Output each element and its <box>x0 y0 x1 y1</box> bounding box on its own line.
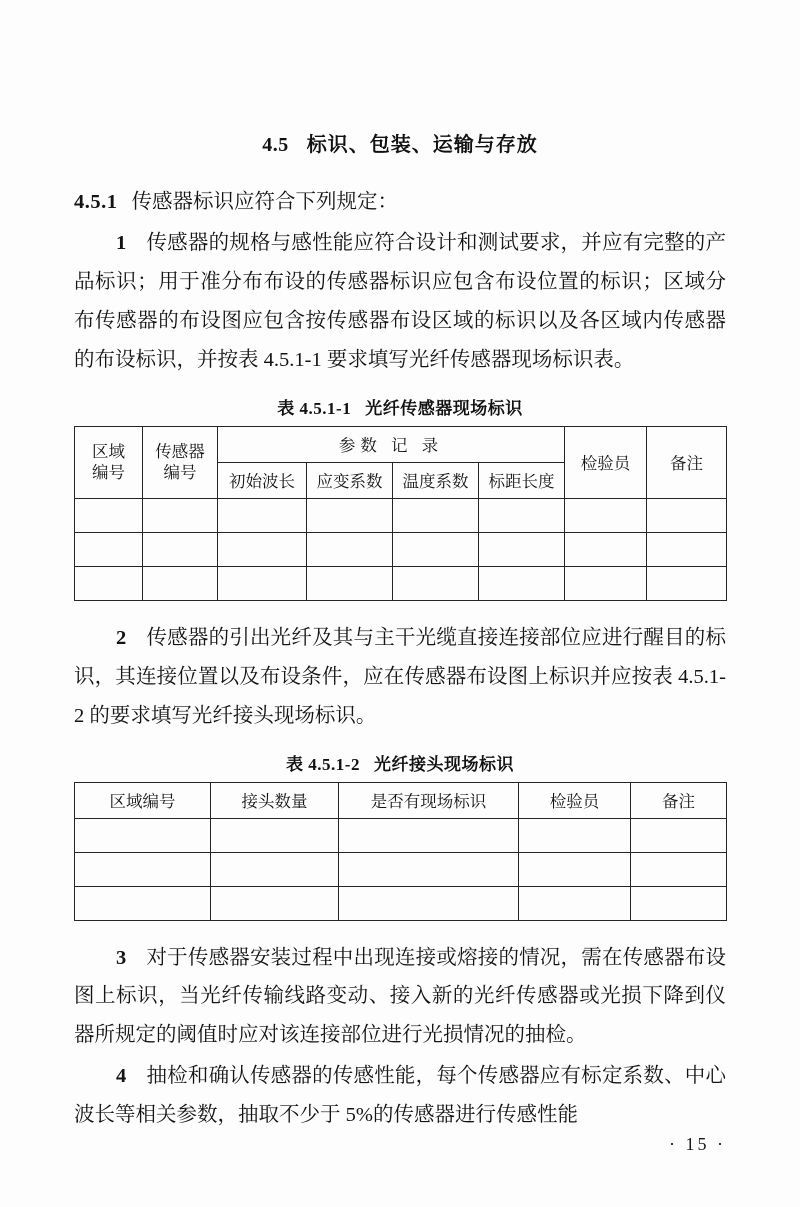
table1-cell[interactable] <box>393 566 479 600</box>
table-row <box>75 498 727 532</box>
item-2-number: 2 <box>116 626 127 649</box>
table-row <box>75 852 727 886</box>
item-1-number: 1 <box>116 231 127 254</box>
table1-caption-title: 光纤传感器现场标识 <box>365 398 523 418</box>
item-3-number: 3 <box>116 946 127 969</box>
table2-header-has-site-marking: 是否有现场标识 <box>339 782 519 818</box>
table2-header-splice-count: 接头数量 <box>211 782 339 818</box>
table1-header-remark: 备注 <box>647 426 727 498</box>
table2-cell[interactable] <box>519 818 631 852</box>
table-row <box>75 566 727 600</box>
table1-cell[interactable] <box>75 498 143 532</box>
table1-header-temperature-coefficient: 温度系数 <box>393 462 479 498</box>
table1-cell[interactable] <box>307 532 393 566</box>
table1-header-area-no-line1: 区域 <box>92 442 125 462</box>
table1-cell[interactable] <box>393 532 479 566</box>
table2-header-remark: 备注 <box>631 782 727 818</box>
table1-cell[interactable] <box>218 532 307 566</box>
table1-cell[interactable] <box>218 498 307 532</box>
clause-text: 传感器标识应符合下列规定： <box>131 191 398 213</box>
table1-header-param-group: 参数 记 录 <box>218 426 565 462</box>
table-fiber-splice-site-marking <box>74 782 727 921</box>
table-row <box>75 532 727 566</box>
table-row <box>75 818 727 852</box>
table1-cell[interactable] <box>479 566 565 600</box>
item-2-text: 传感器的引出光纤及其与主干光缆直接连接部位应进行醒目的标识，其连接位置以及布设条件，应在传感器布设图上标识并应按表 4.5.1-2 的要求填写光纤接头现场标识。 <box>74 626 726 727</box>
table2-cell[interactable] <box>631 886 727 920</box>
table2-cell[interactable] <box>75 852 211 886</box>
section-heading <box>74 128 726 157</box>
table1-header-row-1 <box>75 426 727 462</box>
item-3 <box>74 939 726 1056</box>
table1-cell[interactable] <box>143 498 218 532</box>
table1-cell[interactable] <box>479 498 565 532</box>
section-title: 标识、包装、运输与存放 <box>306 134 538 156</box>
item-2 <box>74 619 726 736</box>
table1-caption-number: 表 4.5.1-1 <box>277 398 352 418</box>
item-4-text: 抽检和确认传感器的传感性能，每个传感器应有标定系数、中心波长等相关参数，抽取不少于 5%的传感器进行传感性能 <box>74 1065 726 1127</box>
table1-header-sensor-no-line2: 编号 <box>163 463 197 483</box>
table2-cell[interactable] <box>631 852 727 886</box>
table1-cell[interactable] <box>565 532 647 566</box>
table1-header-gauge-length: 标距长度 <box>479 462 565 498</box>
clause-4-5-1 <box>74 183 726 222</box>
table1-caption <box>74 394 726 419</box>
table2-header-area-no: 区域编号 <box>75 782 211 818</box>
page-content <box>74 0 726 1135</box>
item-4 <box>74 1057 726 1135</box>
table1-header-area-no-line2: 编号 <box>92 463 125 483</box>
table-fiber-sensor-site-marking <box>74 426 727 601</box>
table1-cell[interactable] <box>565 498 647 532</box>
table1-cell[interactable] <box>479 532 565 566</box>
table2-header-row <box>75 782 727 818</box>
table2-cell[interactable] <box>211 852 339 886</box>
table-row <box>75 886 727 920</box>
table2-cell[interactable] <box>519 852 631 886</box>
table1-cell[interactable] <box>143 532 218 566</box>
table1-cell[interactable] <box>647 566 727 600</box>
item-4-number: 4 <box>116 1065 127 1088</box>
table2-cell[interactable] <box>339 886 519 920</box>
table1-header-area-no <box>75 426 143 498</box>
table1-header-sensor-no <box>143 426 218 498</box>
table2-cell[interactable] <box>339 852 519 886</box>
table2-caption-number: 表 4.5.1-2 <box>286 754 360 774</box>
table2-cell[interactable] <box>339 818 519 852</box>
item-1-text: 传感器的规格与感性能应符合设计和测试要求，并应有完整的产品标识；用于准分布布设的传感器标识应包含布设位置的标识；区域分布传感器的布设图应包含按传感器布设区域的标识以及各区域内传感器的布设标识，并按表 4.5.1-1 要求填写光纤传感器现场标识表。 <box>74 231 726 371</box>
clause-number: 4.5.1 <box>74 191 118 213</box>
table1-cell[interactable] <box>75 532 143 566</box>
table1-cell[interactable] <box>307 566 393 600</box>
item-3-text: 对于传感器安装过程中出现连接或熔接的情况，需在传感器布设图上标识，当光纤传输线路变动、接入新的光纤传感器或光损下降到仪器所规定的阈值时应对该连接部位进行光损情况的抽检。 <box>74 946 726 1047</box>
table2-cell[interactable] <box>519 886 631 920</box>
table1-header-inspector: 检验员 <box>565 426 647 498</box>
table2-cell[interactable] <box>75 818 211 852</box>
table2-cell[interactable] <box>211 886 339 920</box>
table1-cell[interactable] <box>393 498 479 532</box>
table1-cell[interactable] <box>647 532 727 566</box>
table1-cell[interactable] <box>218 566 307 600</box>
table2-caption <box>74 750 726 775</box>
table1-cell[interactable] <box>307 498 393 532</box>
table2-cell[interactable] <box>211 818 339 852</box>
table1-cell[interactable] <box>565 566 647 600</box>
section-number: 4.5 <box>262 134 289 156</box>
page-number: · 15 · <box>669 1134 726 1154</box>
table1-cell[interactable] <box>647 498 727 532</box>
table2-cell[interactable] <box>631 818 727 852</box>
table2-caption-title: 光纤接头现场标识 <box>373 754 514 774</box>
table1-cell[interactable] <box>143 566 218 600</box>
table1-header-sensor-no-line1: 传感器 <box>155 442 205 462</box>
table1-header-initial-wavelength: 初始波长 <box>218 462 307 498</box>
table1-header-strain-coefficient: 应变系数 <box>307 462 393 498</box>
item-1 <box>74 224 726 380</box>
table1-cell[interactable] <box>75 566 143 600</box>
table2-header-inspector: 检验员 <box>519 782 631 818</box>
table2-cell[interactable] <box>75 886 211 920</box>
